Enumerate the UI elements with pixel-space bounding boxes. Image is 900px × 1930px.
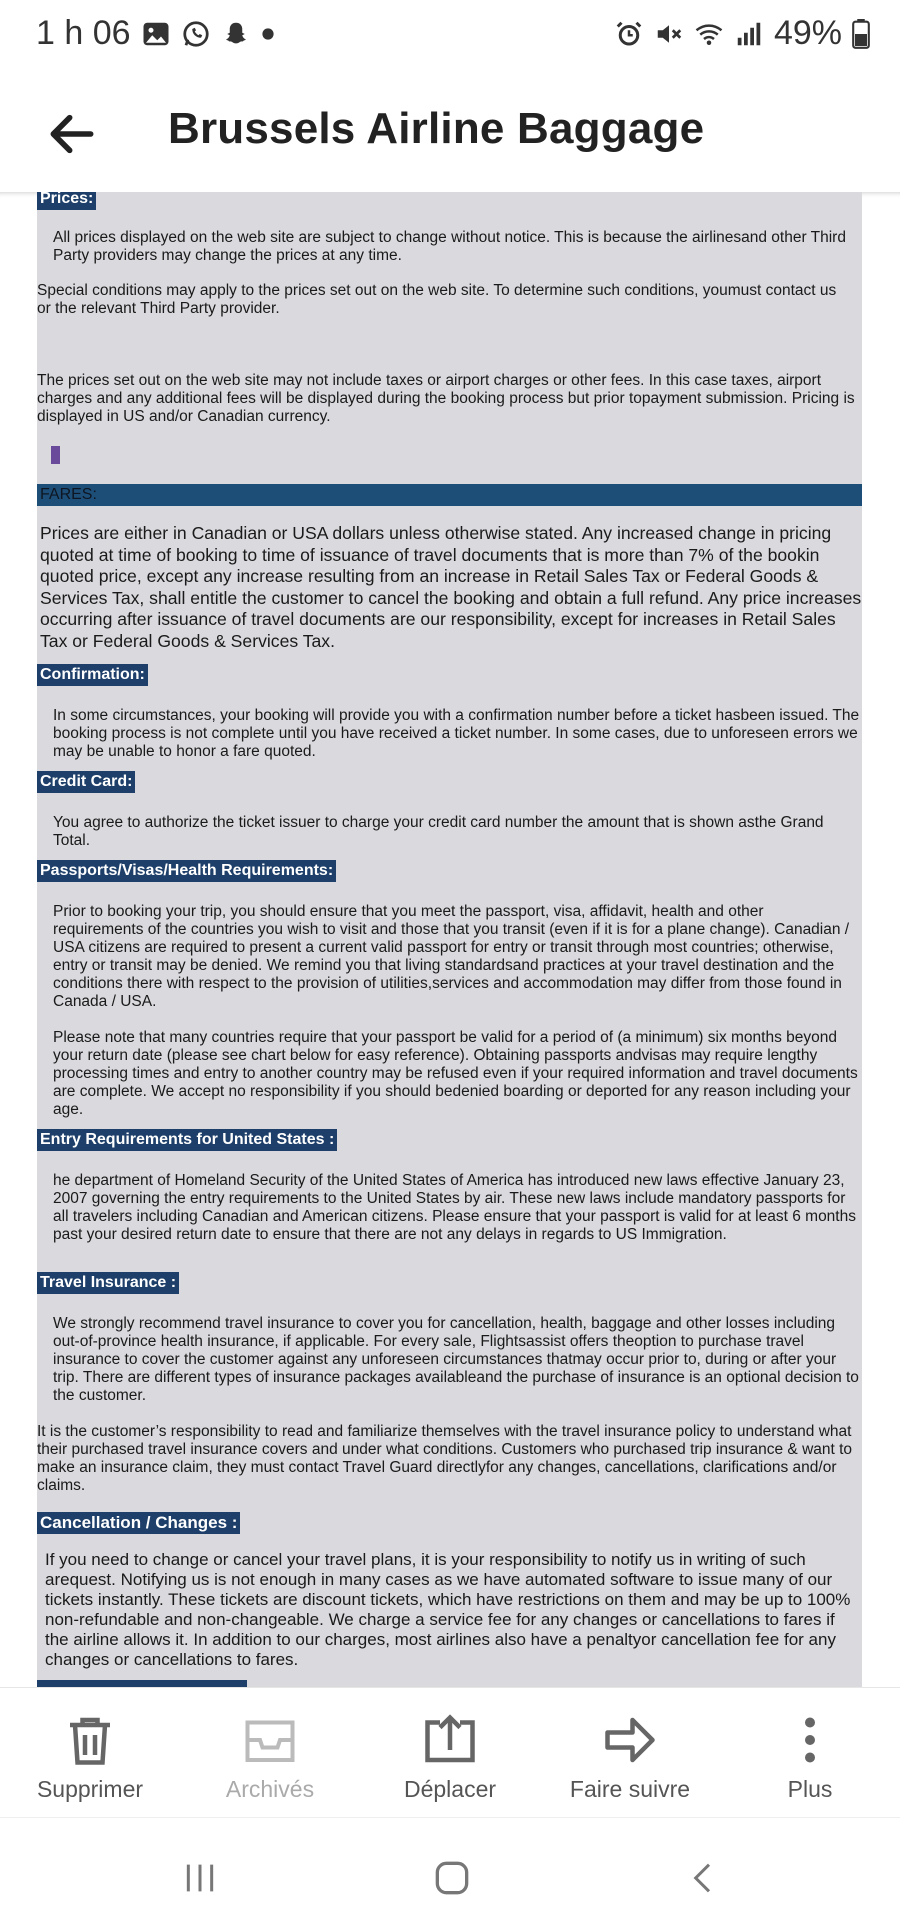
archive-icon: [240, 1710, 300, 1770]
heading-fares: FARES:: [40, 486, 97, 503]
system-navigation: [0, 1817, 900, 1930]
signal-icon: [734, 19, 764, 49]
wifi-icon: [694, 19, 724, 49]
heading-travel-insurance: Travel Insurance :: [37, 1272, 179, 1294]
cursor-mark: [51, 446, 60, 464]
home-icon: [430, 1856, 474, 1900]
fares-bar: [37, 484, 862, 506]
snapchat-icon: [221, 19, 251, 49]
delete-button[interactable]: [0, 1688, 180, 1818]
alarm-icon: [614, 19, 644, 49]
back-button[interactable]: [40, 102, 104, 166]
entry-paragraph: he department of Homeland Security of the United States of America has introduced new laws effective January 23, 2007 governing the entry requirements to the United States by air. These new laws include mandatory passports for all travelers including Canadian and American citizens. Please ensure that your passport is valid for at least 6 months past your desired return date to ensure that there are not any delays in regards to US Immigration.: [53, 1172, 856, 1243]
dot-icon: [261, 27, 275, 41]
more-vertical-icon: [780, 1710, 840, 1770]
heading-cancellation: Cancellation / Changes :: [37, 1512, 240, 1534]
delete-label: Supprimer: [36, 1776, 144, 1802]
forward-icon: [600, 1710, 660, 1770]
gallery-icon: [141, 19, 171, 49]
cancellation-paragraph: If you need to change or cancel your travel plans, it is your responsibility to notify us in writing of such arequest. Notifying us is not enough in many cases as we have automated software to issue many of our tickets instantly. These tickets are discount tickets, which have restrictions on them and may be up to 100% non-refundable and non-changeable. We charge a service fee for any changes or cancellations to fares if the airline allows it. In addition to our charges, most airlines also have a penaltyor cancellation fee for any changes or cancellations to fares.: [45, 1550, 851, 1669]
prices-paragraph-3: The prices set out on the web site may not include taxes or airport charges or other fees. In this case taxes, airport charges and any additional fees will be displayed during the booking process but prior topayment submission. Pricing is displayed in US and/or Canadian currency.: [37, 372, 855, 425]
insurance-paragraph-2: It is the customer’s responsibility to read and familiarize themselves with the travel insurance policy to understand what their purchased travel insurance covers and under what conditions. Customers who purchased trip insurance & want to make an insurance claim, they must contact Travel Guard directlyfor any changes, cancellations, clarifications and/or claims.: [37, 1423, 853, 1494]
confirmation-paragraph: In some circumstances, your booking will provide you with a confirmation number before a ticket hasbeen issued. The booking process is not complete until you have received a ticket number. In some cases, due to unforeseen errors we may be unable to honor a fare quoted.: [53, 707, 860, 760]
passports-paragraph-2: Please note that many countries require that your passport be valid for a period of (a minimum) six months beyond your return date (please see chart below for easy reference). Obtaining passports andvisas may require lengthy processing times and entry to another country may be refused even if your required information and travel documents are complete. We accept no responsibility if you should bedenied boarding or deported for any reason including your age.: [53, 1029, 858, 1118]
status-right: [614, 14, 870, 53]
fares-paragraph: Prices are either in Canadian or USA dollars unless otherwise stated. Any increased change in pricing quoted at time of booking to time of issuance of travel documents that is more than 7% of the bookin quoted price, except any increase resulting from an increase in Retail Sales Tax or Federal Goods & Services Tax, shall entitle the customer to cancel the booking and obtain a full refund. Any price increases occurring after issuance of travel documents are our responsibility, except for increases in Retail Sales Tax or Federal Goods & Services Tax.: [40, 523, 862, 651]
status-bar: [0, 0, 900, 80]
whatsapp-icon: [181, 19, 211, 49]
forward-label: Faire suivre: [569, 1776, 691, 1802]
status-time: 1 h 06: [36, 14, 131, 52]
heading-entry-requirements: Entry Requirements for United States :: [37, 1129, 337, 1151]
heading-passports: Passports/Visas/Health Requirements:: [37, 860, 336, 882]
email-content[interactable]: [0, 192, 900, 1687]
archive-label: Archivés: [225, 1776, 315, 1802]
trash-icon: [60, 1710, 120, 1770]
next-heading-partial: [37, 1680, 247, 1687]
move-button[interactable]: [360, 1688, 540, 1818]
status-left: [36, 14, 275, 53]
home-button[interactable]: [422, 1848, 482, 1908]
system-back-button[interactable]: [674, 1848, 734, 1908]
prices-paragraph-1: All prices displayed on the web site are subject to change without notice. This is because the airlinesand other Third Party providers may change the prices at any time.: [53, 229, 846, 264]
move-label: Déplacer: [403, 1776, 497, 1802]
recent-apps-button[interactable]: [170, 1848, 230, 1908]
arrow-left-icon: [44, 106, 100, 162]
more-label: Plus: [787, 1776, 833, 1802]
forward-button[interactable]: [540, 1688, 720, 1818]
system-back-icon: [684, 1858, 724, 1898]
insurance-paragraph-1: We strongly recommend travel insurance to cover you for cancellation, health, baggage and other losses including out-of-province health insurance, if applicable. For every sale, Flightsassist offers theoption to purchase travel insurance to cover the customer against any unforeseen circumstances thatmay occur prior to, during or after your trip. There are different types of insurance packages availableand the purchase of insurance is an optional decision to the customer.: [53, 1315, 859, 1404]
credit-card-paragraph: You agree to authorize the ticket issuer to charge your credit card number the amount that is shown asthe Grand Total.: [53, 814, 824, 849]
page-title: Brussels Airline Baggage: [168, 104, 705, 153]
battery-icon: [852, 19, 870, 49]
document-body: [37, 192, 862, 1687]
app-header: [0, 80, 900, 192]
archive-button[interactable]: [180, 1688, 360, 1818]
heading-prices: Prices:: [37, 192, 96, 210]
more-button[interactable]: [720, 1688, 900, 1818]
heading-credit-card: Credit Card:: [37, 771, 135, 793]
recent-apps-icon: [180, 1858, 220, 1898]
prices-paragraph-2: Special conditions may apply to the prices set out on the web site. To determine such conditions, youmust contact us or the relevant Third Party provider.: [37, 282, 837, 317]
action-bar: [0, 1687, 900, 1817]
heading-confirmation: Confirmation:: [37, 664, 148, 686]
battery-percent: 49%: [773, 14, 842, 52]
passports-paragraph-1: Prior to booking your trip, you should ensure that you meet the passport, visa, affidavit, health and other requirements of the countries you wish to visit and those that you transit (even if it is for a plane change). Canadian / USA citizens are required to present a current valid passport for entry or transit through most countries; otherwise, entry or transit may be denied. We remind you that living standardsand practices at your travel destination and the conditions there with respect to the provision of utilities,services and accommodation may differ from those found in Canada / USA.: [53, 903, 850, 1010]
move-icon: [420, 1710, 480, 1770]
mute-icon: [654, 19, 684, 49]
